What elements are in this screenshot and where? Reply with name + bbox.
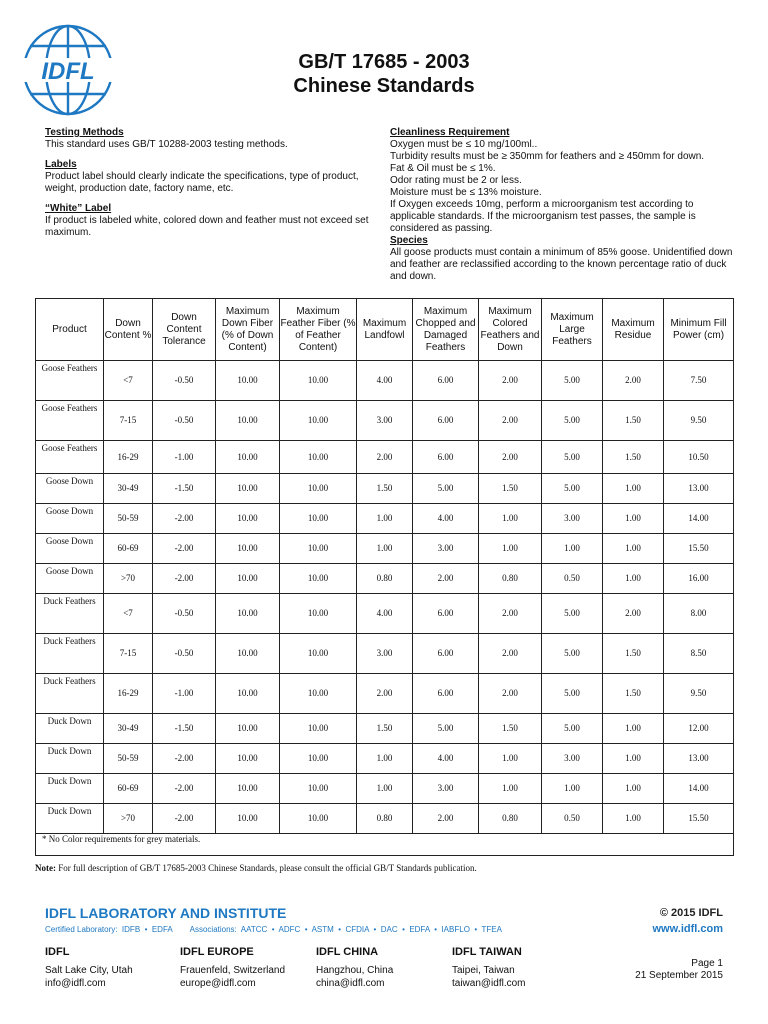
clean-line: Fat & Oil must be ≤ 1%. (390, 163, 496, 174)
office-europe (180, 946, 320, 990)
value-cell: 60-69 (104, 534, 153, 564)
value-cell: -0.50 (153, 594, 216, 634)
office-city: Frauenfeld, Switzerland (180, 965, 286, 976)
office-city: Hangzhou, China (316, 965, 394, 976)
table-row (36, 504, 734, 534)
value-cell: 3.00 (357, 401, 413, 441)
office-email[interactable]: europe@idfl.com (180, 978, 256, 989)
value-cell: 10.00 (216, 441, 280, 474)
value-cell: 10.00 (216, 744, 280, 774)
value-cell: 2.00 (413, 804, 479, 834)
value-cell: -0.50 (153, 401, 216, 441)
value-cell: 1.00 (479, 744, 542, 774)
value-cell: 1.00 (603, 564, 664, 594)
value-cell: 16-29 (104, 674, 153, 714)
logo-text: IDFL (41, 58, 95, 85)
value-cell: 10.00 (280, 674, 357, 714)
value-cell: 3.00 (413, 534, 479, 564)
value-cell: 2.00 (603, 361, 664, 401)
value-cell: 10.00 (216, 674, 280, 714)
species-text: All goose products must contain a minimum of 85% goose. Unidentified down and feather are reclassified according to the known percentage ratio of duck and down. (390, 247, 733, 282)
value-cell: 2.00 (479, 441, 542, 474)
value-cell: 4.00 (357, 361, 413, 401)
value-cell: 10.00 (280, 744, 357, 774)
value-cell: 1.00 (542, 774, 603, 804)
value-cell: 15.50 (664, 804, 734, 834)
product-cell: Duck Down (36, 774, 104, 804)
value-cell: 10.00 (280, 401, 357, 441)
page-title (0, 50, 768, 98)
value-cell: 5.00 (542, 474, 603, 504)
value-cell: 10.50 (664, 441, 734, 474)
value-cell: 1.00 (603, 774, 664, 804)
col-header: Product (36, 299, 104, 361)
table-row (36, 474, 734, 504)
office-name: IDFL EUROPE (180, 946, 254, 958)
value-cell: 0.80 (357, 564, 413, 594)
value-cell: -0.50 (153, 634, 216, 674)
product-cell: Duck Feathers (36, 674, 104, 714)
value-cell: 1.00 (603, 744, 664, 774)
value-cell: 7-15 (104, 634, 153, 674)
value-cell: 2.00 (603, 594, 664, 634)
value-cell: 1.50 (357, 474, 413, 504)
col-header: Maximum Colored Feathers and Down (479, 299, 542, 361)
product-cell: Goose Feathers (36, 401, 104, 441)
value-cell: 10.00 (216, 804, 280, 834)
value-cell: -2.00 (153, 744, 216, 774)
value-cell: 1.00 (357, 504, 413, 534)
value-cell: 10.00 (280, 714, 357, 744)
value-cell: 15.50 (664, 534, 734, 564)
table-row (36, 804, 734, 834)
page-number: Page 1 (691, 958, 723, 969)
col-header: Down Content Tolerance (153, 299, 216, 361)
intro-left (45, 127, 370, 239)
value-cell: 1.00 (479, 774, 542, 804)
value-cell: 1.00 (603, 804, 664, 834)
value-cell: 3.00 (542, 504, 603, 534)
value-cell: 9.50 (664, 401, 734, 441)
value-cell: -0.50 (153, 361, 216, 401)
table-row (36, 774, 734, 804)
page-date: 21 September 2015 (635, 970, 723, 981)
value-cell: 1.00 (603, 474, 664, 504)
value-cell: 6.00 (413, 674, 479, 714)
value-cell: 50-59 (104, 504, 153, 534)
intro-right (390, 127, 735, 283)
table-row (36, 594, 734, 634)
clean-line: Odor rating must be 2 or less. (390, 175, 522, 186)
product-cell: Goose Down (36, 474, 104, 504)
table-body (36, 361, 734, 834)
table-row (36, 674, 734, 714)
value-cell: 0.80 (357, 804, 413, 834)
value-cell: 4.00 (357, 594, 413, 634)
value-cell: 10.00 (280, 361, 357, 401)
note-text: For full description of GB/T 17685-2003 Chinese Standards, please consult the official GB/T Standards publication. (56, 863, 477, 873)
col-header: Maximum Large Feathers (542, 299, 603, 361)
office-idfl (45, 946, 185, 990)
value-cell: 2.00 (413, 564, 479, 594)
value-cell: 1.00 (479, 534, 542, 564)
value-cell: 1.00 (603, 504, 664, 534)
value-cell: 6.00 (413, 361, 479, 401)
value-cell: 1.50 (603, 401, 664, 441)
value-cell: 1.50 (479, 474, 542, 504)
office-name: IDFL (45, 946, 70, 958)
value-cell: 10.00 (280, 634, 357, 674)
value-cell: 5.00 (542, 361, 603, 401)
page-info (635, 958, 723, 982)
value-cell: 16.00 (664, 564, 734, 594)
value-cell: 50-59 (104, 744, 153, 774)
value-cell: 2.00 (479, 594, 542, 634)
value-cell: 0.80 (479, 564, 542, 594)
footnote: * No Color requirements for grey materials. (36, 834, 734, 856)
footnote-row (36, 834, 734, 856)
product-cell: Goose Down (36, 564, 104, 594)
value-cell: 1.00 (357, 744, 413, 774)
species-heading: Species (390, 235, 428, 246)
lab-title: IDFL LABORATORY AND INSTITUTE (45, 905, 287, 921)
value-cell: 5.00 (542, 634, 603, 674)
testing-methods-heading: Testing Methods (45, 127, 124, 138)
value-cell: 2.00 (479, 361, 542, 401)
certifications-line: Certified Laboratory: IDFB • EDFA Associations: AATCC • ADFC • ASTM • CFDIA • DAC • EDFA • IABFLO • TFEA (45, 925, 502, 934)
product-cell: Goose Feathers (36, 361, 104, 401)
clean-line: Turbidity results must be ≥ 350mm for feathers and ≥ 450mm for down. (390, 151, 705, 162)
value-cell: 5.00 (542, 441, 603, 474)
value-cell: 10.00 (280, 504, 357, 534)
cleanliness-heading: Cleanliness Requirement (390, 127, 510, 138)
value-cell: 2.00 (479, 634, 542, 674)
value-cell: >70 (104, 564, 153, 594)
value-cell: 1.00 (479, 504, 542, 534)
standards-table (35, 298, 734, 856)
clean-line: If Oxygen exceeds 10mg, perform a microorganism test according to applicable standards. If the microorganism test passes, the sample is considered as passing. (390, 199, 696, 234)
value-cell: 13.00 (664, 744, 734, 774)
value-cell: 2.00 (357, 674, 413, 714)
value-cell: 10.00 (280, 534, 357, 564)
value-cell: 30-49 (104, 474, 153, 504)
col-header: Maximum Down Fiber (% of Down Content) (216, 299, 280, 361)
value-cell: 1.50 (479, 714, 542, 744)
clean-line: Moisture must be ≤ 13% moisture. (390, 187, 542, 198)
value-cell: 14.00 (664, 774, 734, 804)
office-city: Taipei, Taiwan (452, 965, 515, 976)
table-row (36, 534, 734, 564)
value-cell: 10.00 (280, 441, 357, 474)
website-link[interactable]: www.idfl.com (652, 923, 723, 935)
value-cell: 3.00 (413, 774, 479, 804)
value-cell: 6.00 (413, 401, 479, 441)
office-email[interactable]: china@idfl.com (316, 978, 385, 989)
value-cell: 10.00 (216, 504, 280, 534)
note (35, 863, 733, 873)
value-cell: 5.00 (542, 674, 603, 714)
value-cell: 5.00 (413, 474, 479, 504)
col-header: Maximum Chopped and Damaged Feathers (413, 299, 479, 361)
title-line-1: GB/T 17685 - 2003 (298, 51, 470, 73)
table-row (36, 714, 734, 744)
office-email[interactable]: taiwan@idfl.com (452, 978, 526, 989)
value-cell: 6.00 (413, 634, 479, 674)
value-cell: 10.00 (280, 774, 357, 804)
value-cell: 2.00 (479, 401, 542, 441)
table-row (36, 634, 734, 674)
value-cell: 1.50 (603, 634, 664, 674)
value-cell: 10.00 (216, 714, 280, 744)
labels-heading: Labels (45, 159, 77, 170)
value-cell: 1.00 (603, 534, 664, 564)
product-cell: Goose Down (36, 504, 104, 534)
value-cell: 1.50 (357, 714, 413, 744)
table-row (36, 361, 734, 401)
col-header: Maximum Landfowl (357, 299, 413, 361)
value-cell: 3.00 (357, 634, 413, 674)
value-cell: 10.00 (280, 804, 357, 834)
table-row (36, 401, 734, 441)
value-cell: 1.00 (357, 774, 413, 804)
value-cell: 1.00 (603, 714, 664, 744)
value-cell: -1.50 (153, 474, 216, 504)
value-cell: 14.00 (664, 504, 734, 534)
product-cell: Duck Down (36, 744, 104, 774)
office-city: Salt Lake City, Utah (45, 965, 133, 976)
value-cell: 5.00 (542, 714, 603, 744)
value-cell: <7 (104, 361, 153, 401)
value-cell: 2.00 (479, 674, 542, 714)
table-row (36, 744, 734, 774)
value-cell: -2.00 (153, 564, 216, 594)
col-header: Maximum Residue (603, 299, 664, 361)
title-line-2: Chinese Standards (293, 75, 475, 97)
table-row (36, 564, 734, 594)
product-cell: Duck Feathers (36, 634, 104, 674)
value-cell: 6.00 (413, 594, 479, 634)
value-cell: -2.00 (153, 504, 216, 534)
value-cell: 1.00 (542, 534, 603, 564)
table-header-row (36, 299, 734, 361)
value-cell: 0.50 (542, 804, 603, 834)
labels-text: Product label should clearly indicate the specifications, type of product, weight, production date, factory name, etc. (45, 171, 359, 194)
white-label-heading: “White” Label (45, 203, 112, 214)
white-label-text: If product is labeled white, colored down and feather must not exceed set maximum. (45, 215, 369, 238)
value-cell: -1.00 (153, 441, 216, 474)
value-cell: 10.00 (280, 594, 357, 634)
value-cell: 6.00 (413, 441, 479, 474)
value-cell: 10.00 (216, 634, 280, 674)
value-cell: -2.00 (153, 774, 216, 804)
value-cell: 16-29 (104, 441, 153, 474)
value-cell: -1.50 (153, 714, 216, 744)
value-cell: 0.50 (542, 564, 603, 594)
value-cell: 10.00 (216, 534, 280, 564)
table-row (36, 441, 734, 474)
office-email[interactable]: info@idfl.com (45, 978, 106, 989)
value-cell: 1.00 (357, 534, 413, 564)
value-cell: 10.00 (216, 361, 280, 401)
value-cell: 5.00 (542, 401, 603, 441)
value-cell: 1.50 (603, 674, 664, 714)
value-cell: 4.00 (413, 744, 479, 774)
office-name: IDFL CHINA (316, 946, 379, 958)
value-cell: 10.00 (216, 594, 280, 634)
office-name: IDFL TAIWAN (452, 946, 522, 958)
value-cell: 10.00 (216, 774, 280, 804)
value-cell: 30-49 (104, 714, 153, 744)
value-cell: 3.00 (542, 744, 603, 774)
value-cell: 10.00 (216, 401, 280, 441)
value-cell: -2.00 (153, 804, 216, 834)
value-cell: 5.00 (542, 594, 603, 634)
value-cell: 60-69 (104, 774, 153, 804)
col-header: Maximum Feather Fiber (% of Feather Content) (280, 299, 357, 361)
col-header: Down Content % (104, 299, 153, 361)
value-cell: >70 (104, 804, 153, 834)
value-cell: 2.00 (357, 441, 413, 474)
value-cell: 8.50 (664, 634, 734, 674)
value-cell: 10.00 (280, 564, 357, 594)
value-cell: 4.00 (413, 504, 479, 534)
product-cell: Duck Down (36, 804, 104, 834)
value-cell: 10.00 (280, 474, 357, 504)
copyright: © 2015 IDFL (659, 907, 723, 919)
value-cell: 1.50 (603, 441, 664, 474)
value-cell: 7.50 (664, 361, 734, 401)
value-cell: 7-15 (104, 401, 153, 441)
value-cell: 9.50 (664, 674, 734, 714)
value-cell: 0.80 (479, 804, 542, 834)
col-header: Minimum Fill Power (cm) (664, 299, 734, 361)
product-cell: Goose Feathers (36, 441, 104, 474)
product-cell: Goose Down (36, 534, 104, 564)
value-cell: 5.00 (413, 714, 479, 744)
product-cell: Duck Down (36, 714, 104, 744)
note-label: Note: (35, 863, 56, 873)
value-cell: 13.00 (664, 474, 734, 504)
office-china (316, 946, 456, 990)
value-cell: -1.00 (153, 674, 216, 714)
value-cell: 10.00 (216, 564, 280, 594)
testing-methods-text: This standard uses GB/T 10288-2003 testing methods. (45, 139, 288, 150)
value-cell: 10.00 (216, 474, 280, 504)
clean-line: Oxygen must be ≤ 10 mg/100ml.. (390, 139, 538, 150)
value-cell: 8.00 (664, 594, 734, 634)
value-cell: 12.00 (664, 714, 734, 744)
product-cell: Duck Feathers (36, 594, 104, 634)
office-taiwan (452, 946, 592, 990)
value-cell: <7 (104, 594, 153, 634)
value-cell: -2.00 (153, 534, 216, 564)
